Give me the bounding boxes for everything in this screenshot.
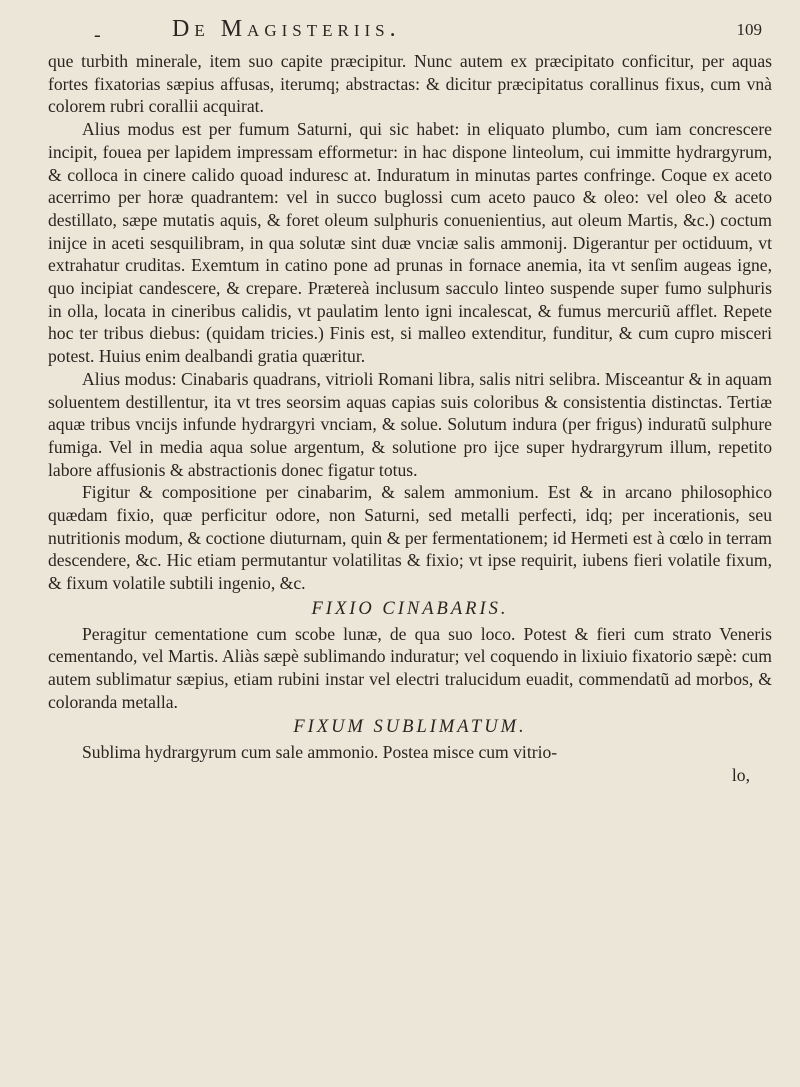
header-dash: - [94,24,101,46]
section-heading-fixio-cinabaris: FIXIO CINABARIS. [311,598,509,619]
paragraph-fumus-saturni: Alius modus est per fumum Saturni, qui sic habet: in eliquato plumbo, cum iam concrescere incipit, fouea per lapidem impressam efformetur: in hac dispone linteolum, cui immitte hydrargyrum, & colloca in cinere calido quoad induresc at. Induratum in minutas partes confringe. Coque ex aceto acerrimo per horæ quadrantem: vel in succo buglossi cum aceto pauco & oleo: vel oleo & aceto destillato, sæpe mutatis aquis, & foret oleum sulphuris conuenientius, aut oleum Martis, &c.) coctum inijce in aceti sesquilibram, in qua solutæ sint duæ vnciæ salis ammonij. Digerantur per octiduum, vt extrahatur cruditas. Exemtum in catino pone ad prunas in fornace anemia, ita vt senſim augeas igne, quo incipiat candescere, & crepare. Prætereà inclusum sacculo linteo suspende super fumo sulphuris in olla, locata in cineribus calidis, vt paulatim lento igni incalescat, & fumus mercuriũ afflet. Repete hoc ter tribus diebus: (quidam tricies.) Finis est, si malleo extenditur, funditur, & cum cupro misceri potest. Huius enim dealbandi gratia quæritur. [48,119,772,367]
main-text [48,50,772,787]
paragraph-figitur: Figitur & compositione per cinabarim, & salem ammonium. Est & in arcano philosophico quædam fixio, quæ perficitur odore, non Saturni, sed metalli perfecti, idq; per incerationis, seu nutritionis modum, & coctione diuturnam, quin & per fermentationem; id Hermeti est à cœlo in terram descendere, &c. Hic etiam permutantur volatilitas & fixio; vt ipse requirit, iubens fieri volatile fixum, & fixum volatile subtili ingenio, &c. [48,482,772,594]
paragraph-continuation: que turbith minerale, item suo capite præcipitur. Nunc autem ex præcipitato conficitur, per aquas fortes fixatorias sæpius affusas, iterumq; abstractas: & dicitur præcipitatus corallinus fixus, cum vnà colorem rubri corallii acquirat. [48,51,772,117]
paragraph-cinabaris: Alius modus: Cinabaris quadrans, vitrioli Romani libra, salis nitri selibra. Misceantur & in aquam soluentem destillentur, ita vt tres seorsim aquas capias suis coloribus & consistentia distinctas. Tertiæ aquæ tribus vncijs infunde hydrargyri vnciam, & solue. Solutum indura (per frigus) induratũ sulphure fumiga. Vel in media aqua solue argentum, & solutione pro ijce super hydrargyrum illum, repetito labore affusionis & abstractionis donec figatur totus. [48,368,772,480]
paragraph-sublima: Sublima hydrargyrum cum sale ammonio. Postea misce cum vitrio- [82,742,558,763]
catchword: lo, [731,764,750,785]
section-heading-fixum-sublimatum: FIXUM SUBLIMATUM. [293,717,527,738]
running-header [48,14,772,50]
paragraph-cementatione: Peragitur cementatione cum scobe lunæ, de qua suo loco. Potest & fieri cum strato Veneris cementando, vel Martis. Aliàs sæpè sublimando induratur; vel coquendo in lixiuio fixatorio sæpè: cum autem sublimatur sæpius, etiam rubini instar vel electri tralucidum euadit, commendatũ ad morbos, & coloranda metalla. [48,623,772,712]
running-title: De Magisteriis. [172,16,401,42]
page-number: 109 [736,20,762,39]
